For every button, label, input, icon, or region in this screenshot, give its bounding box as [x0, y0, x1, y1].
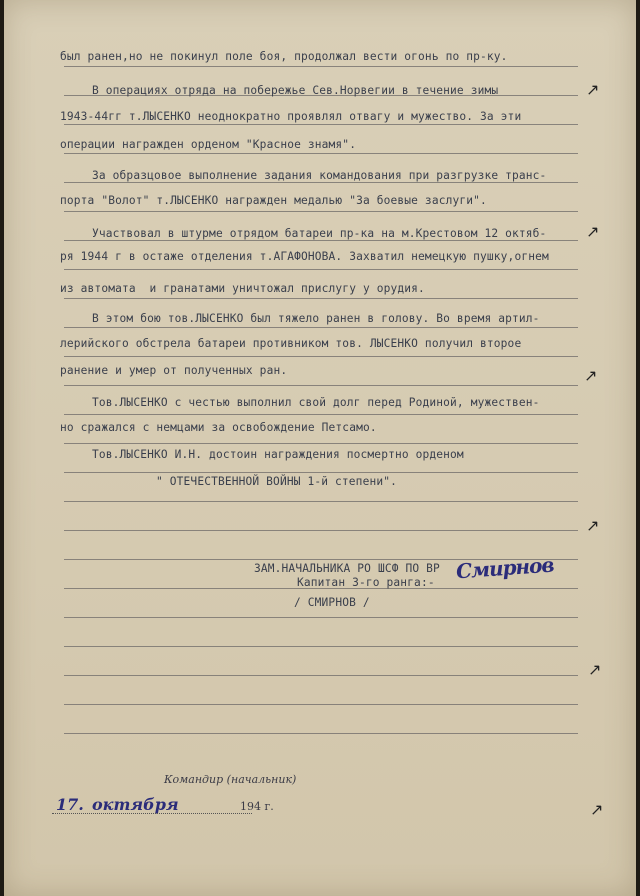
ruled-line — [64, 153, 578, 154]
margin-mark-icon: ↗ — [584, 366, 598, 385]
ruled-line — [64, 414, 578, 415]
margin-mark-icon: ↗ — [588, 660, 602, 679]
text-line: Тов.ЛЫСЕНКО с честью выполнил свой долг перед Родиной, мужествен- — [92, 396, 540, 409]
ruled-line — [64, 443, 578, 444]
ruled-line — [64, 356, 578, 357]
text-line: ря 1944 г в остаже отделения т.АГАФОНОВА. Захватил немецкую пушку,огнем — [60, 250, 549, 263]
text-line: В этом бою тов.ЛЫСЕНКО был тяжело ранен в голову. Во время артил- — [92, 312, 540, 325]
ruled-line — [64, 646, 578, 647]
text-line: Участвовал в штурме отрядом батареи пр-ка на м.Крестовом 12 октяб- — [92, 227, 547, 240]
ruled-line — [64, 66, 578, 67]
date-year: 194 г. — [240, 800, 274, 813]
ruled-line — [64, 530, 578, 531]
date-month: октября — [92, 795, 179, 814]
margin-mark-icon: ↗ — [590, 800, 604, 819]
text-line: В операциях отряда на побережье Сев.Норвегии в течение зимы — [92, 84, 499, 97]
margin-mark-icon: ↗ — [586, 80, 600, 99]
ruled-line — [64, 733, 578, 734]
handwritten-signature: Смирнов — [455, 552, 555, 584]
ruled-line — [64, 617, 578, 618]
text-line: 1943-44гг т.ЛЫСЕНКО неоднократно проявлял отвагу и мужество. За эти — [60, 110, 522, 123]
text-line: но сражался с немцами за освобождение Петсамо. — [60, 421, 377, 434]
document-page — [4, 0, 636, 896]
signatory-name: / СМИРНОВ / — [294, 596, 370, 609]
text-line: порта "Волот" т.ЛЫСЕНКО награжден медалью "За боевые заслуги". — [60, 194, 487, 207]
signatory-rank: Капитан 3-го ранга:- — [297, 576, 435, 589]
ruled-line — [64, 704, 578, 705]
margin-mark-icon: ↗ — [586, 516, 600, 535]
text-line: За образцовое выполнение задания командования при разгрузке транс- — [92, 169, 547, 182]
text-line: " ОТЕЧЕСТВЕННОЙ ВОЙНЫ 1-й степени". — [156, 475, 397, 488]
margin-mark-icon: ↗ — [586, 222, 600, 241]
text-line: ранение и умер от полученных ран. — [60, 364, 288, 377]
ruled-line — [64, 124, 578, 125]
date-underline — [52, 813, 252, 814]
ruled-line — [64, 385, 578, 386]
text-line: Тов.ЛЫСЕНКО И.Н. достоин награждения посмертно орденом — [92, 448, 464, 461]
text-line: операции награжден орденом "Красное знамя". — [60, 138, 357, 151]
ruled-line — [64, 501, 578, 502]
ruled-line — [64, 269, 578, 270]
commander-label: Командир (начальник) — [164, 773, 297, 786]
ruled-line — [64, 298, 578, 299]
ruled-line — [64, 675, 578, 676]
text-line: был ранен,но не покинул поле боя, продолжал вести огонь по пр-ку. — [60, 50, 508, 63]
text-line: лерийского обстрела батареи противником тов. ЛЫСЕНКО получил второе — [60, 337, 522, 350]
date-day: 17. — [56, 795, 84, 814]
signatory-title: ЗАМ.НАЧАЛЬНИКА РО ШСФ ПО ВР — [254, 562, 440, 575]
ruled-line — [64, 211, 578, 212]
ruled-line — [64, 472, 578, 473]
text-line: из автомата и гранатами уничтожал прислугу у орудия. — [60, 282, 425, 295]
ruled-line — [64, 327, 578, 328]
